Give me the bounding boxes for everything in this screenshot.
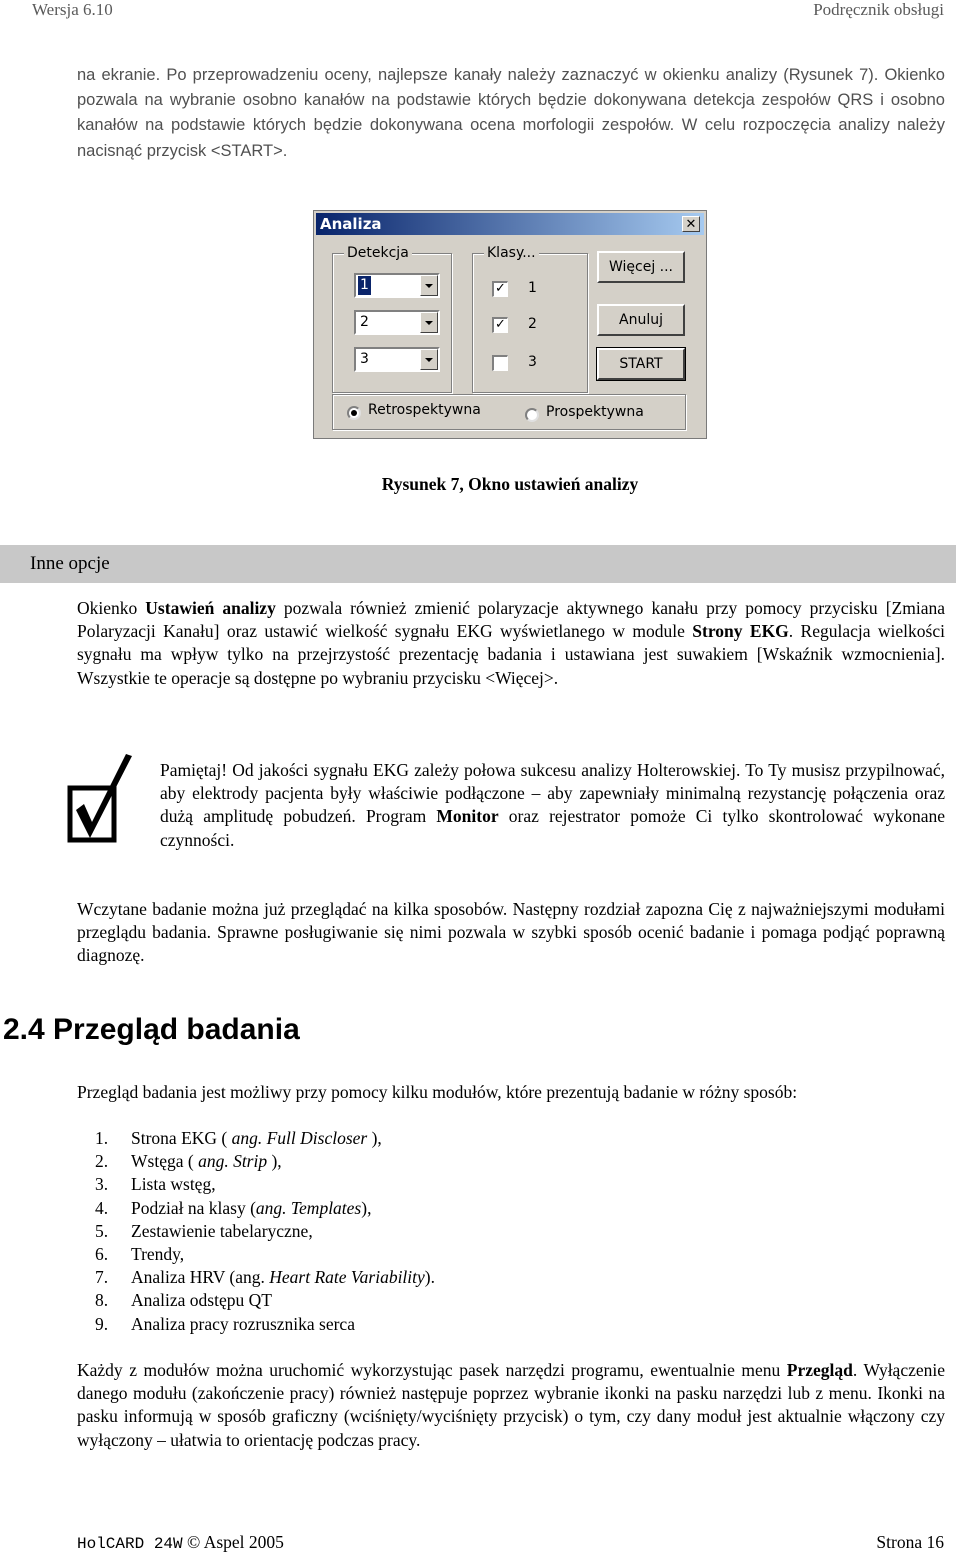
start-button[interactable]: START xyxy=(597,348,685,380)
class-checkbox-3[interactable] xyxy=(492,355,508,371)
radio-prospective-label: Prospektywna xyxy=(546,404,644,420)
figure-caption: Rysunek 7, Okno ustawień analizy xyxy=(381,474,639,494)
radio-retrospective-label: Retrospektywna xyxy=(368,402,481,418)
footer-product: HolCARD 24W © Aspel 2005 xyxy=(77,1532,284,1553)
header-title: Podręcznik obsługi xyxy=(813,0,944,19)
footer-page-number: Strona 16 xyxy=(876,1532,944,1552)
class-checkbox-1[interactable]: ✓ xyxy=(492,281,508,297)
class-label-3: 3 xyxy=(528,354,537,370)
more-button[interactable]: Więcej ... xyxy=(597,251,685,283)
dialog-titlebar xyxy=(316,213,704,235)
chevron-down-icon[interactable] xyxy=(420,349,438,370)
chevron-down-icon[interactable] xyxy=(420,312,438,333)
analysis-dialog xyxy=(313,210,707,439)
close-icon[interactable]: ✕ xyxy=(682,216,700,232)
detection-group-label: Detekcja xyxy=(344,245,412,261)
chevron-down-icon[interactable] xyxy=(420,275,438,296)
loaded-paragraph: Wczytane badanie można już przeglądać na kilka sposobów. Następny rozdział zapozna Cię z najważniejszymi modułami przeglądu badania. Sprawne posługiwanie się nimi pozwala w szybki sposób ocenić badanie i pomaga podjąć poprawną diagnozę. xyxy=(77,899,945,966)
options-paragraph: Okienko Ustawień analizy pozwala również zmienić polaryzacje aktywnego kanału przy pomocy przycisku [Zmiana Polaryzacji Kanału] oraz ustawić wielkość sygnału EKG wyświetlanego w module Strony EKG. Regulacja wielkości sygnału ma wpływ tylko na przejrzystość prezentację badania i ustawiana jest suwakiem [Wskaźnik wzmocnienia]. Wszystkie te operacje są dostępne po wybraniu przycisku <Więcej>. xyxy=(77,598,945,688)
header-version: Wersja 6.10 xyxy=(32,0,113,19)
classes-group-label: Klasy... xyxy=(484,245,539,261)
detection-combo-1[interactable] xyxy=(354,273,440,298)
class-label-2: 2 xyxy=(528,316,537,332)
detection-combo-3[interactable] xyxy=(354,347,440,372)
section-band xyxy=(0,545,956,583)
detection-combo-value: 2 xyxy=(360,314,369,330)
detection-combo-value: 3 xyxy=(360,351,369,367)
detection-combo-value: 1 xyxy=(360,277,369,293)
review-intro: Przegląd badania jest możliwy przy pomocy kilku modułów, które prezentują badanie w różny sposób: xyxy=(77,1082,798,1102)
section-heading: 2.4 Przegląd badania xyxy=(3,1013,300,1046)
closing-paragraph: Każdy z modułów można uruchomić wykorzystując pasek narzędzi programu, ewentualnie menu Przegląd. Wyłączenie danego modułu (zakończenie pracy) również następuje poprzez wybranie ikonki na pasku narzędzi lub z menu. Ikonki na pasku informują w sposób graficzny (wciśnięty/wyciśnięty przycisk) o tym, czy dany moduł jest aktualnie włączony czy wyłączony – ułatwia to orientację podczas pracy. xyxy=(77,1360,945,1450)
intro-paragraph: na ekranie. Po przeprowadzeniu oceny, najlepsze kanały należy zaznaczyć w okienku analizy (Rysunek 7). Okienko pozwala na wybranie osobno kanałów na podstawie których będzie dokonywana detekcja zespołów QRS i osobno kanałów na podstawie których będzie dokonywana ocena morfologii zespołów. W celu rozpoczęcia analizy należy nacisnąć przycisk <START>. xyxy=(77,66,945,160)
note-paragraph: Pamiętaj! Od jakości sygnału EKG zależy połowa sukcesu analizy Holterowskiej. To Ty musisz przypilnować, aby elektrody pacjenta były właściwie podłączone – aby zapewniały minimalną rezystancję połączenia oraz dużą amplitudę pobudzeń. Program Monitor oraz rejestrator pomoże Ci tylko skontrolować wykonane czynności. xyxy=(160,760,946,850)
radio-retrospective[interactable] xyxy=(347,406,361,420)
class-label-1: 1 xyxy=(528,280,537,296)
checkmark-icon xyxy=(66,752,136,848)
radio-prospective[interactable] xyxy=(525,408,539,422)
section-band-title: Inne opcje xyxy=(30,553,110,574)
detection-combo-2[interactable] xyxy=(354,310,440,335)
dialog-title: Analiza xyxy=(320,215,382,233)
class-checkbox-2[interactable]: ✓ xyxy=(492,317,508,333)
cancel-button[interactable]: Anuluj xyxy=(597,304,685,336)
